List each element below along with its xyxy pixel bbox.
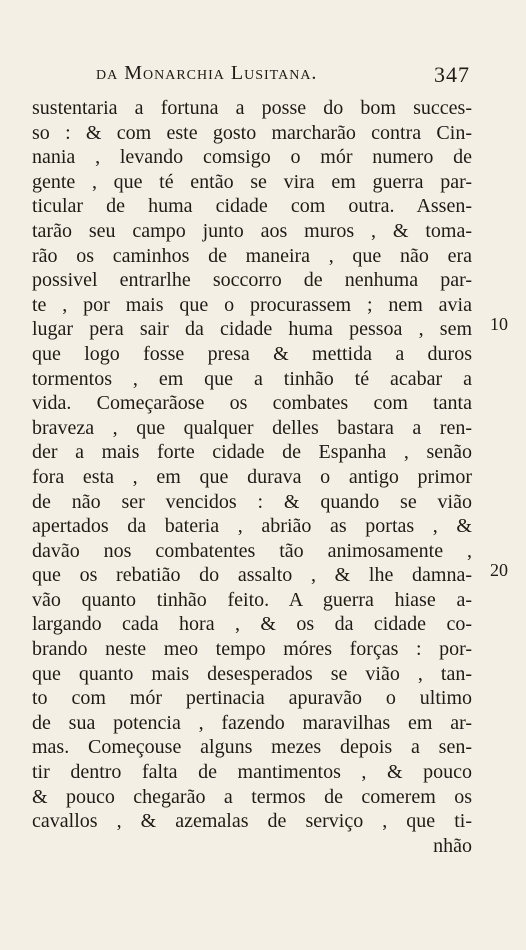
body-text bbox=[32, 96, 472, 858]
text-line: largando cada hora , & os da cidade co- bbox=[32, 613, 472, 636]
text-line: & pouco chegarão a termos de comerem os bbox=[32, 785, 472, 808]
line-number-marker: 20 bbox=[490, 560, 508, 580]
text-line: de não ser vencidos : & quando se vião bbox=[32, 490, 472, 513]
text-line: que logo fosse presa & mettida a duros bbox=[32, 342, 472, 365]
running-header bbox=[70, 62, 470, 92]
page-number: 347 bbox=[434, 62, 470, 87]
line-number-marker: 10 bbox=[490, 314, 508, 334]
text-line: tarão seu campo junto aos muros , & toma- bbox=[32, 219, 472, 242]
text-line: to com mór pertinacia apuravão o ultimo bbox=[32, 687, 472, 710]
running-title: da Monarchia Lusitana. bbox=[96, 62, 318, 84]
text-line: der a mais forte cidade de Espanha , senão bbox=[32, 441, 472, 464]
text-line: vida. Começarãose os combates com tanta bbox=[32, 392, 472, 415]
text-line: ticular de huma cidade com outra. Assen- bbox=[32, 195, 472, 218]
text-line: nhão bbox=[433, 834, 472, 857]
text-line: nania , levando comsigo o mór numero de bbox=[32, 146, 472, 169]
text-line: que os rebatião do assalto , & lhe damna- bbox=[32, 564, 472, 587]
text-line: brando neste meo tempo móres forças : por- bbox=[32, 638, 472, 661]
text-line: gente , que té então se vira em guerra par- bbox=[32, 170, 472, 193]
text-line: te , por mais que o procurassem ; nem avia bbox=[32, 293, 472, 316]
text-line: tir dentro falta de mantimentos , & pouco bbox=[32, 761, 472, 784]
text-line: mas. Começouse alguns mezes depois a sen- bbox=[32, 736, 472, 759]
text-line: cavallos , & azemalas de serviço , que ti- bbox=[32, 810, 472, 833]
text-line: davão nos combatentes tão animosamente , bbox=[32, 539, 472, 562]
text-line: rão os caminhos de maneira , que não era bbox=[32, 244, 472, 267]
text-line: fora esta , em que durava o antigo primor bbox=[32, 465, 472, 488]
text-line: tormentos , em que a tinhão té acabar a bbox=[32, 367, 472, 390]
text-line: sustentaria a fortuna a posse do bom succes- bbox=[32, 97, 472, 119]
text-line: apertados da bateria , abrião as portas , & bbox=[32, 515, 472, 538]
text-line: de sua potencia , fazendo maravilhas em ar- bbox=[32, 711, 472, 734]
text-line: lugar pera sair da cidade huma pessoa , sem bbox=[32, 318, 472, 341]
text-line: so : & com este gosto marcharão contra Cin- bbox=[32, 121, 472, 144]
text-line: vão quanto tinhão feito. A guerra hiase a- bbox=[32, 588, 472, 611]
text-line: que quanto mais desesperados se vião , tan- bbox=[32, 662, 472, 685]
text-line: braveza , que qualquer delles bastara a ren- bbox=[32, 416, 472, 439]
text-line: possivel entrarlhe soccorro de nenhuma par- bbox=[32, 269, 472, 292]
